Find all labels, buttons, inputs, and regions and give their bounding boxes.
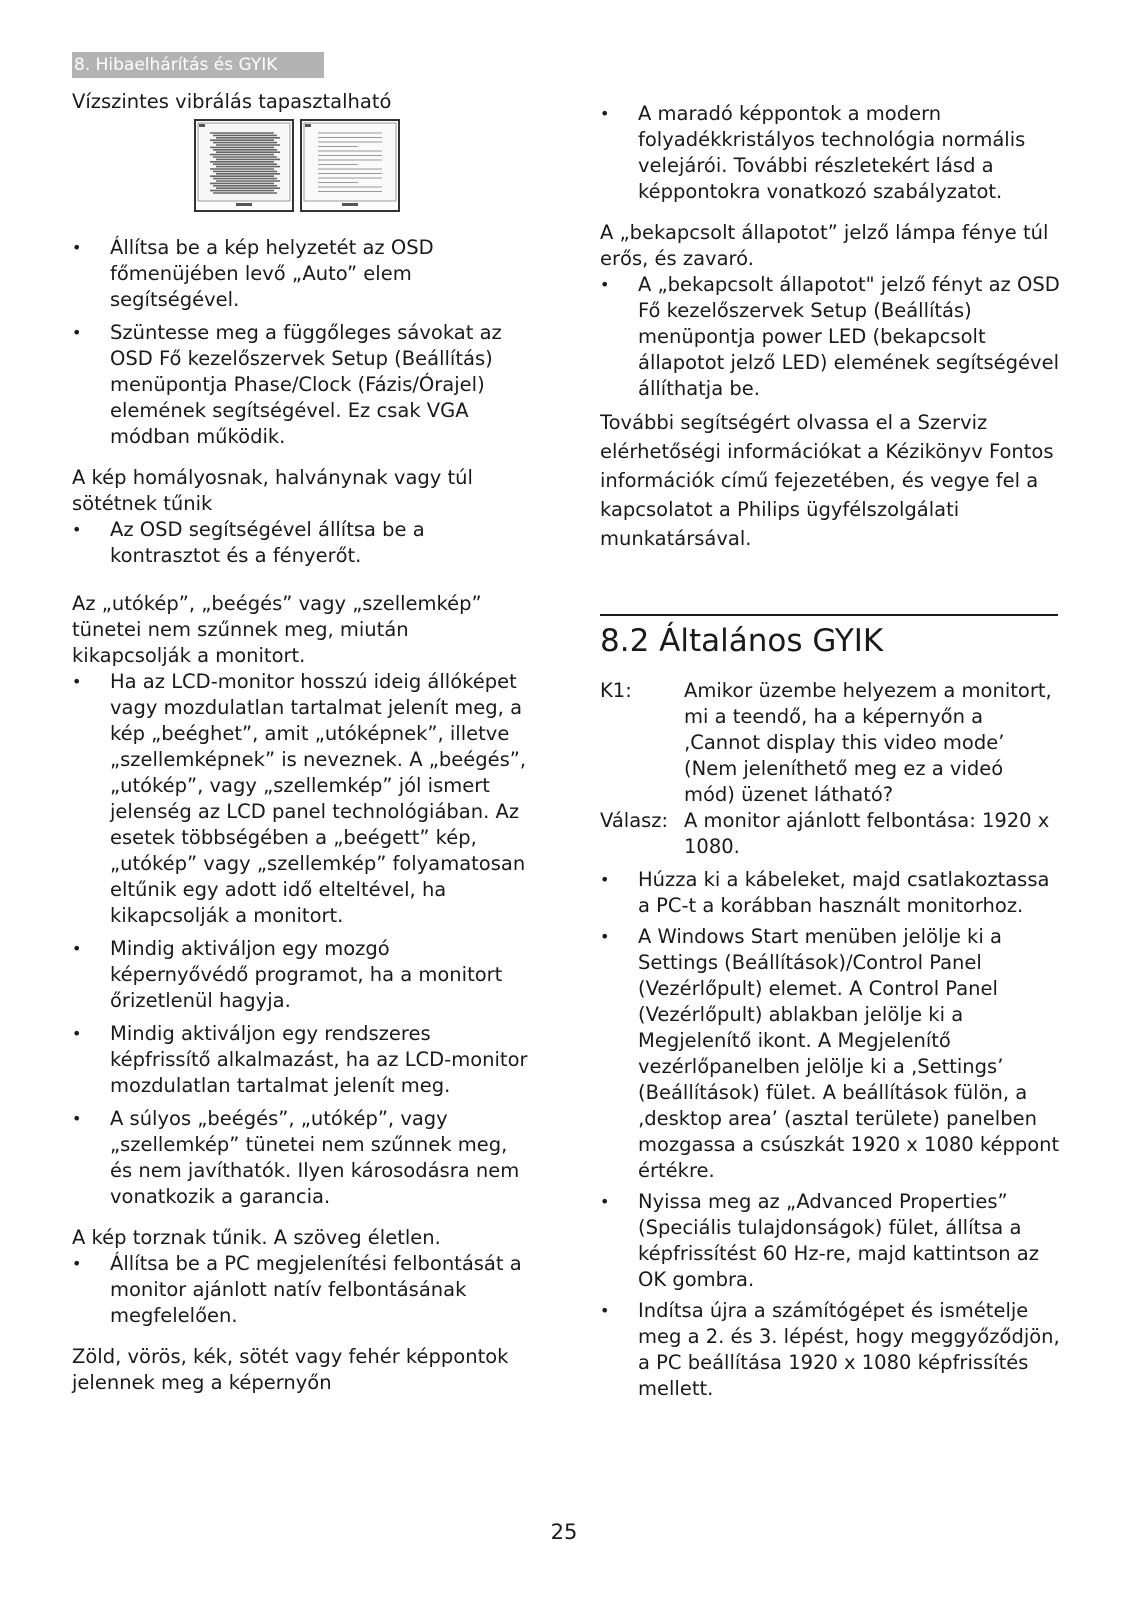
bullet-dot: • bbox=[600, 1301, 610, 1320]
page-number: 25 bbox=[550, 1520, 578, 1544]
bullet-dot: • bbox=[600, 927, 610, 946]
symptom-heading-pixels: Zöld, vörös, kék, sötét vagy fehér képpontok jelennek meg a képernyőn bbox=[72, 1345, 509, 1394]
bullet-phase-clock: • Szüntesse meg a függőleges sávokat az OSD Fő kezelőszervek Setup (Beállítás) menüpontja Phase/Clock (Fázis/Órajel) elemének segítségével. Ez csak VGA módban működik. bbox=[72, 321, 502, 448]
bullet-contrast: • Az OSD segítségével állítsa be a kontrasztot és a fényerőt. bbox=[72, 518, 425, 567]
bullet-warranty: • A súlyos „beégés”, „utókép”, vagy „szellemkép” tünetei nem szűnnek meg, és nem javíthatók. Ilyen károsodásra nem vonatkozik a garancia. bbox=[72, 1107, 520, 1208]
section-title: 8.2 Általános GYIK bbox=[600, 623, 884, 659]
bullet-screensaver: • Mindig aktiváljon egy mozgó képernyővédő programot, ha a monitort őrizetlenül hagyja. bbox=[72, 937, 503, 1012]
monitor-flicker-image bbox=[194, 119, 294, 212]
bullet-dot: • bbox=[600, 275, 610, 294]
normal-screen-graphic bbox=[302, 121, 398, 210]
bullet-dot: • bbox=[600, 870, 610, 889]
bullet-advanced-properties: • Nyissa meg az „Advanced Properties” (Speciális tulajdonságok) fület, állítsa a képfrissítést 60 Hz-re, majd kattintson az OK gombra. bbox=[600, 1190, 1039, 1291]
question-label: K1: bbox=[600, 679, 632, 702]
section-header-tab: 8. Hibaelhárítás és GYIK bbox=[72, 52, 324, 78]
flicker-screen-graphic bbox=[196, 121, 292, 210]
bullet-power-led: • A „bekapcsolt állapotot" jelző fényt az OSD Fő kezelőszervek Setup (Beállítás) menüpontja power LED (bekapcsolt állapotot jelző LED) elemének segítségével állíthatja be. bbox=[600, 273, 1060, 400]
flicker-illustration bbox=[72, 119, 532, 229]
symptom-heading-burn-in: Az „utókép”, „beégés” vagy „szellemkép” tünetei nem szűnnek meg, miután kikapcsolják a monitort. bbox=[72, 592, 482, 667]
section-divider bbox=[600, 614, 1058, 616]
bullet-dot: • bbox=[72, 939, 82, 958]
answer-row bbox=[600, 808, 1060, 860]
bullet-dot: • bbox=[600, 1192, 610, 1211]
symptom-heading-horizontal-flicker: Vízszintes vibrálás tapasztalható bbox=[72, 90, 392, 113]
bullet-dot: • bbox=[600, 104, 610, 123]
monitor-normal-image bbox=[300, 119, 400, 212]
right-column bbox=[600, 101, 1060, 553]
symptom-heading-power-led: A „bekapcsolt állapotot” jelző lámpa fénye túl erős, és zavaró. bbox=[600, 221, 1049, 270]
bullet-residual-pixels: • A maradó képpontok a modern folyadékkristályos technológia normális velejárói. További részletekért lásd a képpontokra vonatkozó szabályzatot. bbox=[600, 102, 1026, 203]
symptom-heading-distorted: A kép torznak tűnik. A szöveg életlen. bbox=[72, 1226, 441, 1249]
service-info-paragraph: További segítségért olvassa el a Szerviz elérhetőségi információkat a Kézikönyv Fontos információk című fejezetében, és vegye fel a kapcsolatot a Philips ügyfélszolgálati munkatársával. bbox=[600, 411, 1054, 550]
bullet-unplug: • Húzza ki a kábeleket, majd csatlakoztassa a PC-t a korábban használt monitorhoz. bbox=[600, 868, 1050, 917]
bullet-dot: • bbox=[72, 672, 82, 691]
answer-text: A monitor ajánlott felbontása: 1920 x 1080. bbox=[684, 809, 1050, 858]
bullet-windows-settings: • A Windows Start menüben jelölje ki a Settings (Beállítások)/Control Panel (Vezérlőpult) elemet. A Control Panel (Vezérlőpult) ablakban jelölje ki a Megjelenítő ikont. A Megjelenítő vezérlőpanelben jelölje ki a ‚Settings’ (Beállítások) fület. A beállítások fülön, a ‚desktop area’ (asztal területe) panelben mozgassa a csúszkát 1920 x 1080 képpont értékre. bbox=[600, 925, 1060, 1182]
question-row bbox=[600, 678, 1060, 808]
bullet-refresh-app: • Mindig aktiváljon egy rendszeres képfrissítő alkalmazást, ha az LCD-monitor mozdulatlan tartalmat jelenít meg. bbox=[72, 1022, 528, 1097]
bullet-dot: • bbox=[72, 1109, 82, 1128]
bullet-burn-in-explain: • Ha az LCD-monitor hosszú ideig állóképet vagy mozdulatlan tartalmat jelenít meg, a kép „beéghet”, amit „utóképnek”, illetve „szellemképnek” is neveznek. A „beégés”, „utókép”, vagy „szellemkép” jól ismert jelenség az LCD panel technológiában. Az esetek többségében a „beégett” kép, „utókép” vagy „szellemkép” folyamatosan eltűnik egy adott idő elteltével, ha kikapcsolják a monitort. bbox=[72, 670, 527, 927]
left-column bbox=[72, 89, 532, 1396]
bullet-resolution: • Állítsa be a PC megjelenítési felbontását a monitor ajánlott natív felbontásának megfelelően. bbox=[72, 1252, 522, 1327]
answer-label: Válasz: bbox=[600, 809, 669, 832]
faq-q1 bbox=[600, 678, 1060, 1402]
bullet-dot: • bbox=[72, 323, 82, 342]
bullet-dot: • bbox=[72, 238, 82, 257]
bullet-dot: • bbox=[72, 1024, 82, 1043]
bullet-dot: • bbox=[72, 1254, 82, 1273]
bullet-auto-adjust: • Állítsa be a kép helyzetét az OSD főmenüjében levő „Auto” elem segítségével. bbox=[72, 236, 434, 311]
bullet-dot: • bbox=[72, 520, 82, 539]
bullet-restart: • Indítsa újra a számítógépet és ismételje meg a 2. és 3. lépést, hogy meggyőződjön, a PC beállítása 1920 x 1080 képfrissítés mellett. bbox=[600, 1299, 1060, 1400]
question-text: Amikor üzembe helyezem a monitort, mi a teendő, ha a képernyőn a ‚Cannot display this video mode’ (Nem jeleníthető meg ez a videó mód) üzenet látható? bbox=[684, 679, 1052, 806]
symptom-heading-blurry: A kép homályosnak, halványnak vagy túl sötétnek tűnik bbox=[72, 466, 473, 515]
